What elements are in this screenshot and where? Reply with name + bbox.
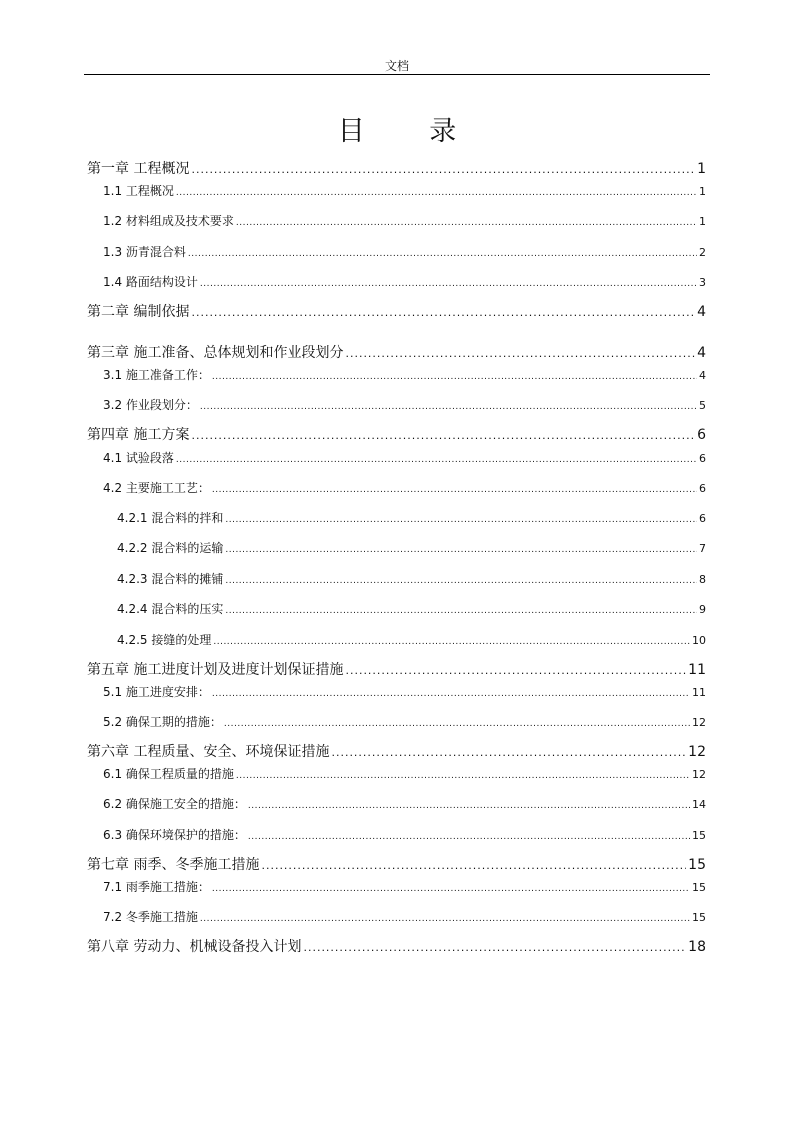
toc-section-1-1[interactable] <box>103 182 706 200</box>
toc-page-number: 12 <box>688 744 706 760</box>
toc-page-number: 6 <box>699 482 706 495</box>
toc-label: 第六章 工程质量、安全、环境保证措施 <box>87 744 330 760</box>
toc-chapter-2[interactable] <box>87 302 706 322</box>
page-header: 文档 <box>384 59 409 73</box>
toc-label: 1.4 路面结构设计 <box>103 275 198 289</box>
toc-section-1-2[interactable] <box>103 212 706 230</box>
toc-chapter-8[interactable] <box>87 937 706 957</box>
toc-page-number: 2 <box>699 246 706 259</box>
toc-label: 6.3 确保环境保护的措施： <box>103 828 246 842</box>
dot-leader <box>303 938 686 958</box>
toc-label: 4.2.2 混合料的运输 <box>117 541 224 555</box>
toc-page-number: 6 <box>697 427 706 443</box>
toc-page-number: 15 <box>692 911 706 924</box>
dot-leader <box>200 398 697 416</box>
toc-page-number: 4 <box>697 345 706 361</box>
dot-leader <box>212 880 690 898</box>
toc-page-number: 18 <box>688 939 706 955</box>
toc-label: 1.1 工程概况 <box>103 184 174 198</box>
dot-leader <box>224 715 690 733</box>
toc-label: 第七章 雨季、冬季施工措施 <box>87 857 260 873</box>
toc-subsection-4-2-3[interactable] <box>117 570 706 588</box>
toc-section-7-2[interactable] <box>103 908 706 926</box>
dot-leader <box>191 426 695 446</box>
toc-label: 4.2.4 混合料的压实 <box>117 602 224 616</box>
toc-label: 1.3 沥青混合料 <box>103 245 186 259</box>
dot-leader <box>212 368 697 386</box>
dot-leader <box>191 160 695 180</box>
toc-label: 6.1 确保工程质量的措施 <box>103 767 234 781</box>
dot-leader <box>176 184 697 202</box>
toc-page-number: 12 <box>692 768 706 781</box>
toc-label: 5.1 施工进度安排： <box>103 685 210 699</box>
toc-page-number: 6 <box>699 512 706 525</box>
toc-chapter-3[interactable] <box>87 343 706 363</box>
toc-subsection-4-2-2[interactable] <box>117 539 706 557</box>
toc-section-1-3[interactable] <box>103 243 706 261</box>
toc-subsection-4-2-4[interactable] <box>117 600 706 618</box>
toc-label: 第三章 施工准备、总体规划和作业段划分 <box>87 345 344 361</box>
toc-label: 6.2 确保施工安全的措施： <box>103 797 246 811</box>
toc-subsection-4-2-5[interactable] <box>117 631 706 649</box>
toc-label: 3.1 施工准备工作： <box>103 368 210 382</box>
toc-section-5-1[interactable] <box>103 683 706 701</box>
toc-label: 第五章 施工进度计划及进度计划保证措施 <box>87 662 344 678</box>
toc-label: 1.2 材料组成及技术要求 <box>103 214 234 228</box>
toc-page-number: 1 <box>697 161 706 177</box>
toc-page-number: 5 <box>699 399 706 412</box>
dot-leader <box>236 767 690 785</box>
toc-label: 第四章 施工方案 <box>87 427 190 443</box>
toc-label: 第八章 劳动力、机械设备投入计划 <box>87 939 302 955</box>
toc-label: 7.1 雨季施工措施： <box>103 880 210 894</box>
toc-section-3-2[interactable] <box>103 396 706 414</box>
toc-page-number: 1 <box>699 215 706 228</box>
dot-leader <box>213 633 690 651</box>
dot-leader <box>248 828 690 846</box>
toc-label: 4.1 试验段落 <box>103 451 174 465</box>
toc-page-number: 15 <box>688 857 706 873</box>
toc-section-4-1[interactable] <box>103 449 706 467</box>
toc-page-number: 4 <box>697 304 706 320</box>
toc-page-number: 7 <box>699 542 706 555</box>
toc-page-number: 10 <box>692 634 706 647</box>
toc-label: 7.2 冬季施工措施 <box>103 910 198 924</box>
dot-leader <box>345 344 695 364</box>
dot-leader <box>331 743 686 763</box>
dot-leader <box>236 214 697 232</box>
toc-label: 3.2 作业段划分： <box>103 398 198 412</box>
toc-chapter-5[interactable] <box>87 660 706 680</box>
dot-leader <box>200 275 697 293</box>
page-title: 目 录 <box>337 116 485 147</box>
toc-label: 4.2.5 接缝的处理 <box>117 633 212 647</box>
toc-section-3-1[interactable] <box>103 366 706 384</box>
toc-page-number: 3 <box>699 276 706 289</box>
toc-page-number: 6 <box>699 452 706 465</box>
toc-page-number: 4 <box>699 369 706 382</box>
toc-section-6-1[interactable] <box>103 765 706 783</box>
toc-section-4-2[interactable] <box>103 479 706 497</box>
toc-section-6-3[interactable] <box>103 826 706 844</box>
dot-leader <box>188 245 697 263</box>
dot-leader <box>212 685 690 703</box>
toc-chapter-7[interactable] <box>87 855 706 875</box>
dot-leader <box>212 481 697 499</box>
dot-leader <box>345 661 686 681</box>
dot-leader <box>176 451 697 469</box>
toc-label: 4.2 主要施工工艺： <box>103 481 210 495</box>
dot-leader <box>225 602 697 620</box>
dot-leader <box>225 572 697 590</box>
toc-section-6-2[interactable] <box>103 795 706 813</box>
toc-chapter-6[interactable] <box>87 742 706 762</box>
toc-page-number: 12 <box>692 716 706 729</box>
toc-label: 第一章 工程概况 <box>87 161 190 177</box>
toc-page-number: 15 <box>692 881 706 894</box>
toc-section-1-4[interactable] <box>103 273 706 291</box>
toc-label: 5.2 确保工期的措施： <box>103 715 222 729</box>
toc-page-number: 11 <box>688 662 706 678</box>
toc-label: 4.2.1 混合料的拌和 <box>117 511 224 525</box>
toc-section-7-1[interactable] <box>103 878 706 896</box>
toc-label: 第二章 编制依据 <box>87 304 190 320</box>
toc-page-number: 9 <box>699 603 706 616</box>
dot-leader <box>191 303 695 323</box>
toc-chapter-1[interactable] <box>87 159 706 179</box>
dot-leader <box>200 910 690 928</box>
dot-leader <box>225 541 697 559</box>
dot-leader <box>225 511 697 529</box>
toc-page-number: 15 <box>692 829 706 842</box>
toc-subsection-4-2-1[interactable] <box>117 509 706 527</box>
dot-leader <box>248 797 690 815</box>
toc-page-number: 14 <box>692 798 706 811</box>
toc-label: 4.2.3 混合料的摊铺 <box>117 572 224 586</box>
toc-section-5-2[interactable] <box>103 713 706 731</box>
toc-page-number: 11 <box>692 686 706 699</box>
toc-page-number: 8 <box>699 573 706 586</box>
toc-page-number: 1 <box>699 185 706 198</box>
toc-chapter-4[interactable] <box>87 425 706 445</box>
dot-leader <box>261 856 686 876</box>
